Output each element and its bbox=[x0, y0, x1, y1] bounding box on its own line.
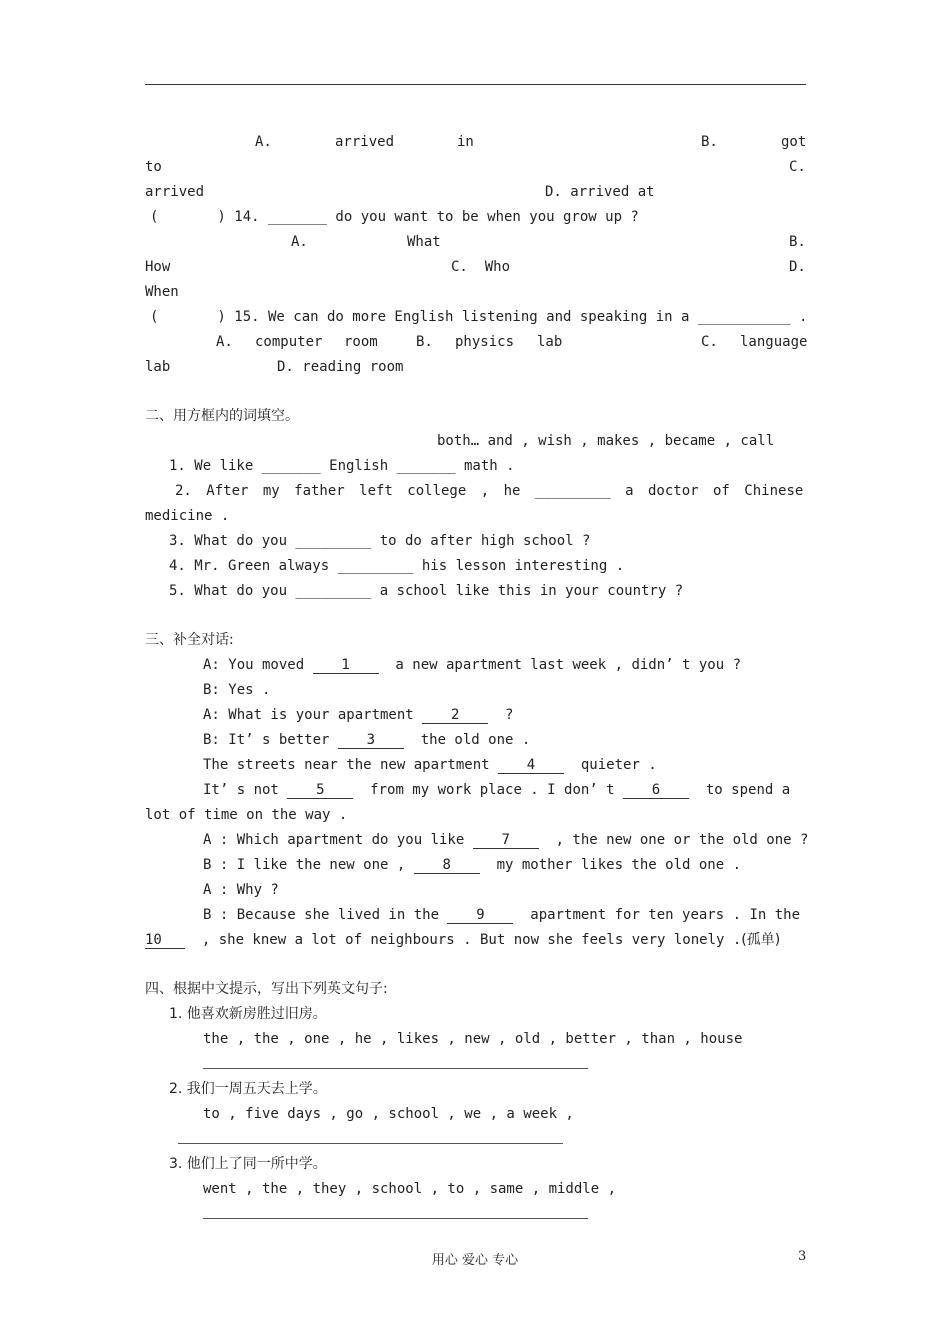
section4-q1-answer-line[interactable] bbox=[203, 1068, 588, 1069]
q14-option-b-word: How bbox=[145, 259, 171, 275]
dialog-line-10-cont: 10 , she knew a lot of neighbours . But now she feels very lonely .(孤单) bbox=[145, 932, 781, 948]
q14-option-a-word: What bbox=[407, 234, 441, 250]
section3-heading: 三、补全对话: bbox=[145, 632, 234, 648]
section2-item-3: 3. What do you _________ to do after high school ? bbox=[169, 533, 591, 549]
blank-9: 9 bbox=[447, 907, 513, 924]
section4-q1-words: the , the , one , he , likes , new , old , better , than , house bbox=[203, 1031, 743, 1047]
q13-option-a-word1: arrived bbox=[335, 134, 395, 150]
blank-8: 8 bbox=[414, 857, 480, 874]
section4-q2-chinese: 2. 我们一周五天去上学。 bbox=[169, 1081, 327, 1097]
blank-7: 7 bbox=[473, 832, 539, 849]
blank-6: 6 bbox=[623, 782, 689, 799]
q15-stem: ( ) 15. We can do more English listening and speaking in a ___________ . bbox=[150, 309, 808, 325]
q13-option-b: B. bbox=[701, 134, 718, 150]
page-number: 3 bbox=[798, 1249, 807, 1264]
dialog-line-6-cont: lot of time on the way . bbox=[145, 807, 348, 823]
q13-option-b-word1: got bbox=[781, 134, 807, 150]
dialog-line-6: It’ s not 5 from my work place . I don’ t 6 to spend a bbox=[203, 782, 791, 798]
q13-option-c: C. bbox=[789, 159, 806, 175]
q14-stem: ( ) 14. _______ do you want to be when you grow up ? bbox=[150, 209, 639, 225]
q15-option-a: A. bbox=[216, 334, 233, 350]
q13-option-a-word2: in bbox=[457, 134, 474, 150]
dialog-line-8: B : I like the new one , 8 my mother likes the old one . bbox=[203, 857, 742, 873]
section2-item-2: 2. After my father left college , he _________ a doctor of Chinese bbox=[175, 483, 804, 499]
dialog-line-7: A : Which apartment do you like 7 , the new one or the old one ? bbox=[203, 832, 809, 848]
dialog-line-5: The streets near the new apartment 4 quieter . bbox=[203, 757, 657, 773]
section4-q1-chinese: 1. 他喜欢新房胜过旧房。 bbox=[169, 1006, 327, 1022]
q15-option-c-word2: lab bbox=[145, 359, 171, 375]
section2-heading: 二、用方框内的词填空。 bbox=[145, 408, 299, 424]
dialog-line-4: B: It’ s better 3 the old one . bbox=[203, 732, 531, 748]
section4-q2-words: to , five days , go , school , we , a week , bbox=[203, 1106, 574, 1122]
dialog-line-3: A: What is your apartment 2 ? bbox=[203, 707, 514, 723]
header-rule bbox=[145, 84, 806, 85]
q15-option-c: C. bbox=[701, 334, 718, 350]
q13-option-b-word2: to bbox=[145, 159, 162, 175]
blank-1: 1 bbox=[313, 657, 379, 674]
q15-option-a-word2: room bbox=[344, 334, 378, 350]
q15-option-a-word1: computer bbox=[255, 334, 323, 350]
section4-q3-words: went , the , they , school , to , same , middle , bbox=[203, 1181, 617, 1197]
section2-item-1: 1. We like _______ English _______ math . bbox=[169, 458, 515, 474]
section2-item-5: 5. What do you _________ a school like this in your country ? bbox=[169, 583, 684, 599]
q14-option-d-word: When bbox=[145, 284, 179, 300]
dialog-line-1: A: You moved 1 a new apartment last week , didn’ t you ? bbox=[203, 657, 742, 673]
blank-5: 5 bbox=[287, 782, 353, 799]
blank-2: 2 bbox=[422, 707, 488, 724]
section4-q2-answer-line[interactable] bbox=[178, 1143, 563, 1144]
q15-option-b-word2: lab bbox=[537, 334, 563, 350]
dialog-line-9: A : Why ? bbox=[203, 882, 279, 898]
section2-item-4: 4. Mr. Green always _________ his lesson interesting . bbox=[169, 558, 625, 574]
q15-option-d: D. reading room bbox=[277, 359, 404, 375]
section2-word-box: both… and , wish , makes , became , call bbox=[437, 433, 775, 449]
q13-option-c-word: arrived bbox=[145, 184, 205, 200]
footer-text: 用心 爱心 专心 bbox=[431, 1253, 519, 1268]
q14-option-b: B. bbox=[789, 234, 806, 250]
q13-option-d: D. arrived at bbox=[545, 184, 655, 200]
section4-q3-answer-line[interactable] bbox=[203, 1218, 588, 1219]
q13-option-a: A. bbox=[255, 134, 272, 150]
q14-option-d: D. bbox=[789, 259, 806, 275]
dialog-line-2: B: Yes . bbox=[203, 682, 271, 698]
section4-heading: 四、根据中文提示，写出下列英文句子: bbox=[145, 981, 388, 997]
section2-item-2-cont: medicine . bbox=[145, 508, 230, 524]
blank-4: 4 bbox=[498, 757, 564, 774]
section4-q3-chinese: 3. 他们上了同一所中学。 bbox=[169, 1156, 327, 1172]
q14-option-a: A. bbox=[291, 234, 308, 250]
q15-option-c-word1: language bbox=[740, 334, 808, 350]
blank-3: 3 bbox=[338, 732, 404, 749]
q15-option-b-word1: physics bbox=[455, 334, 515, 350]
q14-option-c: C. Who bbox=[451, 259, 511, 275]
q15-option-b: B. bbox=[416, 334, 433, 350]
blank-10: 10 bbox=[145, 932, 185, 949]
dialog-line-10: B : Because she lived in the 9 apartment for ten years . In the bbox=[203, 907, 801, 923]
